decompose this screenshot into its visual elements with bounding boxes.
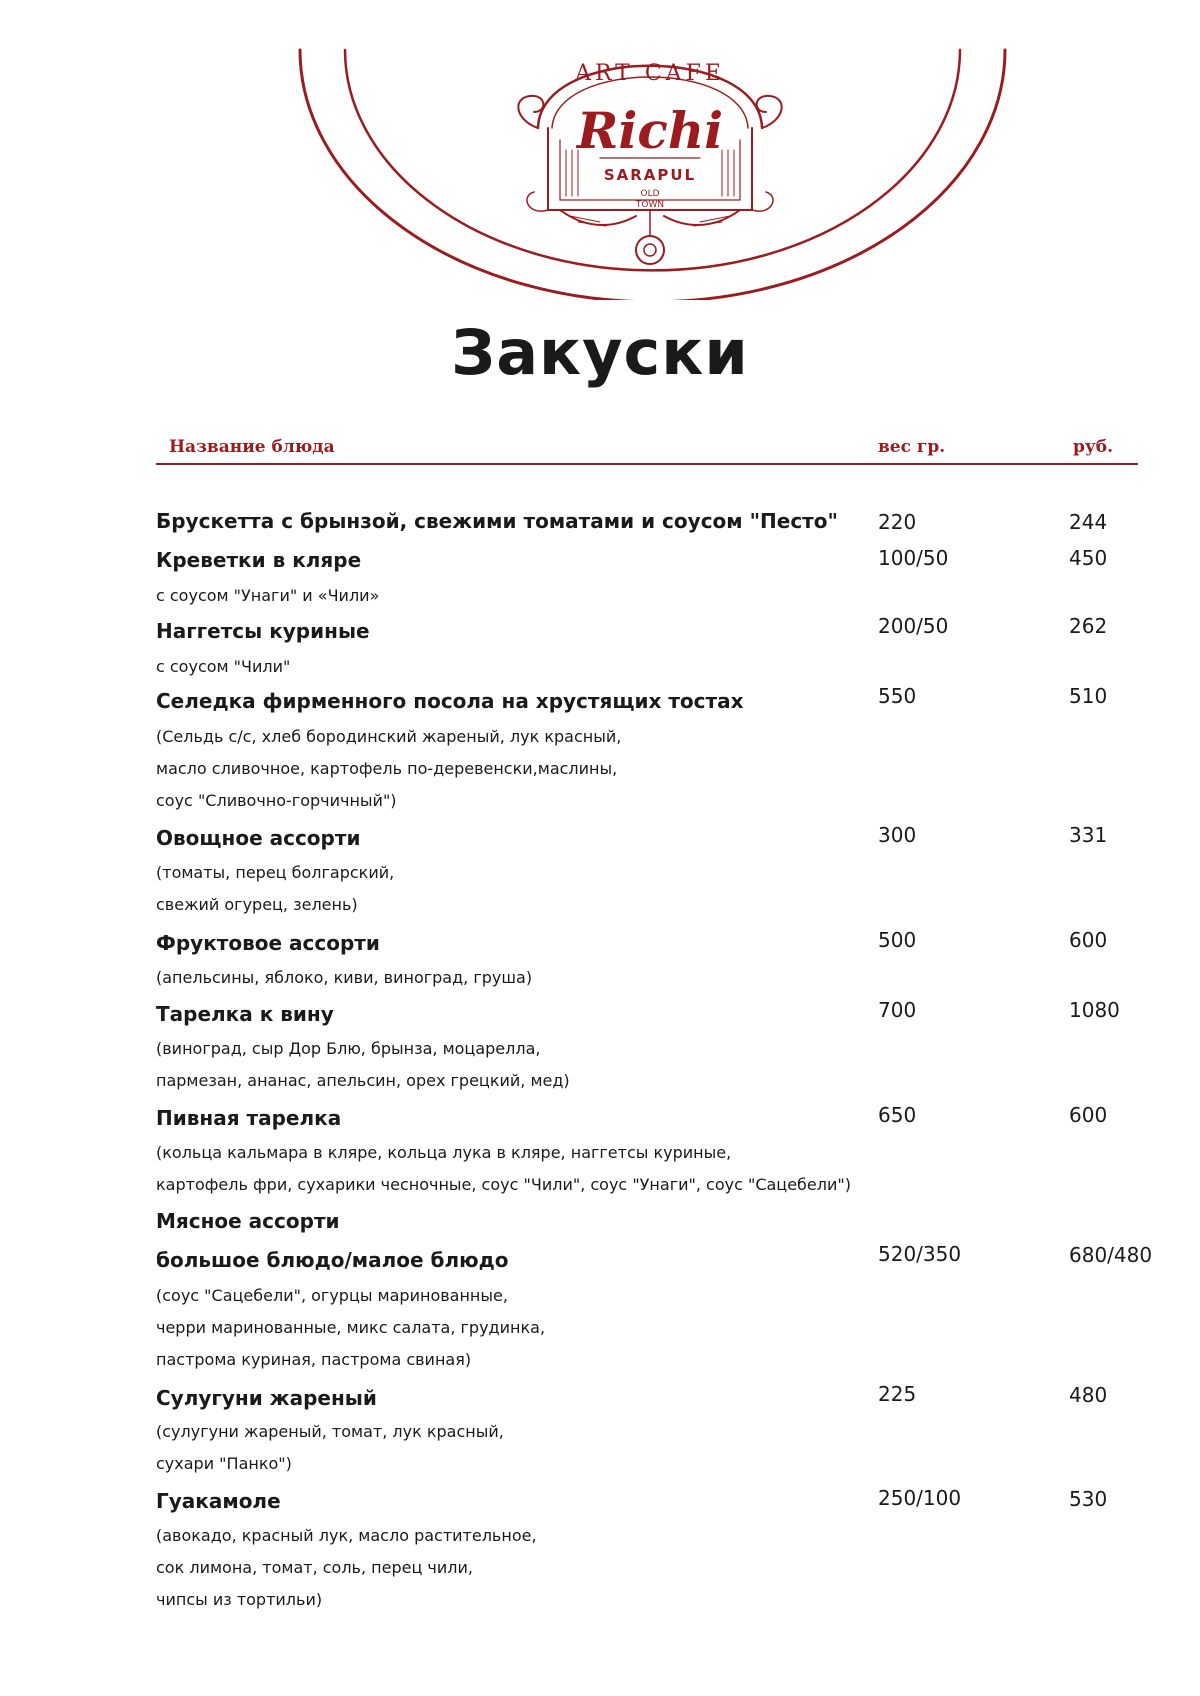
menu-item-description: свежий огурец, зелень) [156, 895, 358, 914]
menu-item-description: (сулугуни жареный, томат, лук красный, [156, 1422, 504, 1441]
menu-item-description: пармезан, ананас, апельсин, орех грецкий, мед) [156, 1071, 570, 1090]
menu-item-weight: 200/50 [878, 614, 949, 638]
menu-item-weight: 500 [878, 928, 917, 952]
menu-item-price: 510 [1069, 684, 1108, 708]
menu-item-name: Наггетсы куриные [156, 619, 370, 643]
page-title: Закуски [451, 316, 749, 389]
menu-item-name: Овощное ассорти [156, 826, 361, 850]
menu-item-description: чипсы из тортильи) [156, 1590, 323, 1609]
menu-item-name: Сулугуни жареный [156, 1386, 377, 1410]
menu-item-price: 680/480 [1069, 1243, 1153, 1267]
menu-item-name: Брускетта с брынзой, свежими томатами и соусом "Песто" [156, 509, 838, 533]
menu-item-description: с соусом "Унаги" и «Чили» [156, 586, 380, 605]
menu-item-description: (Сельдь с/с, хлеб бородинский жареный, лук красный, [156, 727, 622, 746]
menu-item-name: Гуакамоле [156, 1489, 281, 1513]
menu-item-name: Пивная тарелка [156, 1106, 342, 1130]
menu-item-description: черри маринованные, микс салата, грудинка, [156, 1318, 546, 1337]
menu-item-description: сок лимона, томат, соль, перец чили, [156, 1558, 473, 1577]
menu-item-name: Креветки в кляре [156, 548, 362, 572]
menu-item-description: (авокадо, красный лук, масло растительное, [156, 1526, 537, 1545]
logo-old-text: OLD [640, 189, 660, 199]
logo-city-text: SARAPUL [603, 166, 697, 184]
menu-item-weight: 100/50 [878, 546, 949, 570]
cafe-logo [0, 0, 1200, 300]
menu-item-description: пастрома куриная, пастрома свиная) [156, 1350, 472, 1369]
menu-item-description: картофель фри, сухарики чесночные, соус "Чили", соус "Унаги", соус "Сацебели") [156, 1175, 851, 1194]
menu-item-price: 244 [1069, 510, 1108, 534]
menu-item-price: 600 [1069, 928, 1108, 952]
header-divider [156, 463, 1138, 465]
menu-item-price: 331 [1069, 823, 1108, 847]
menu-item-price: 530 [1069, 1487, 1108, 1511]
menu-item-price: 600 [1069, 1103, 1108, 1127]
menu-item-description: (томаты, перец болгарский, [156, 863, 395, 882]
column-header-weight: вес гр. [878, 437, 946, 457]
menu-item-price: 1080 [1069, 998, 1120, 1022]
menu-item-description: масло сливочное, картофель по-деревенски,маслины, [156, 759, 618, 778]
menu-item-price: 262 [1069, 614, 1108, 638]
menu-item-description: с соусом "Чили" [156, 657, 291, 676]
menu-item-name: Фруктовое ассорти [156, 931, 380, 955]
menu-item-weight: 550 [878, 684, 917, 708]
menu-item-weight: 225 [878, 1382, 917, 1406]
menu-item-description: (виноград, сыр Дор Блю, брынза, моцарелла, [156, 1039, 541, 1058]
logo-richi-text: Richi [576, 101, 724, 160]
menu-item-weight: 300 [878, 823, 917, 847]
menu-item-name: Селедка фирменного посола на хрустящих тостах [156, 689, 744, 713]
menu-item-name: Мясное ассорти [156, 1209, 340, 1233]
menu-item-price: 450 [1069, 546, 1108, 570]
menu-item-description: (соус "Сацебели", огурцы маринованные, [156, 1286, 508, 1305]
logo-art-cafe-text: ART CAFE [575, 61, 725, 86]
menu-item-weight: 650 [878, 1103, 917, 1127]
menu-item-description: сухари "Панко") [156, 1454, 292, 1473]
menu-item-name: Тарелка к вину [156, 1002, 334, 1026]
menu-item-price: 480 [1069, 1383, 1108, 1407]
menu-item-description: соус "Сливочно-горчичный") [156, 791, 397, 810]
menu-item-weight: 520/350 [878, 1242, 962, 1266]
menu-item-description: (апельсины, яблоко, киви, виноград, груша) [156, 968, 533, 987]
menu-item-name: большое блюдо/малое блюдо [156, 1248, 509, 1272]
menu-item-description: (кольца кальмара в кляре, кольца лука в кляре, наггетсы куриные, [156, 1143, 732, 1162]
menu-item-weight: 220 [878, 510, 917, 534]
column-header-name: Название блюда [169, 437, 335, 457]
column-header-price: руб. [1073, 437, 1114, 457]
menu-item-weight: 250/100 [878, 1486, 962, 1510]
logo-town-text: TOWN [635, 200, 665, 210]
menu-item-weight: 700 [878, 998, 917, 1022]
